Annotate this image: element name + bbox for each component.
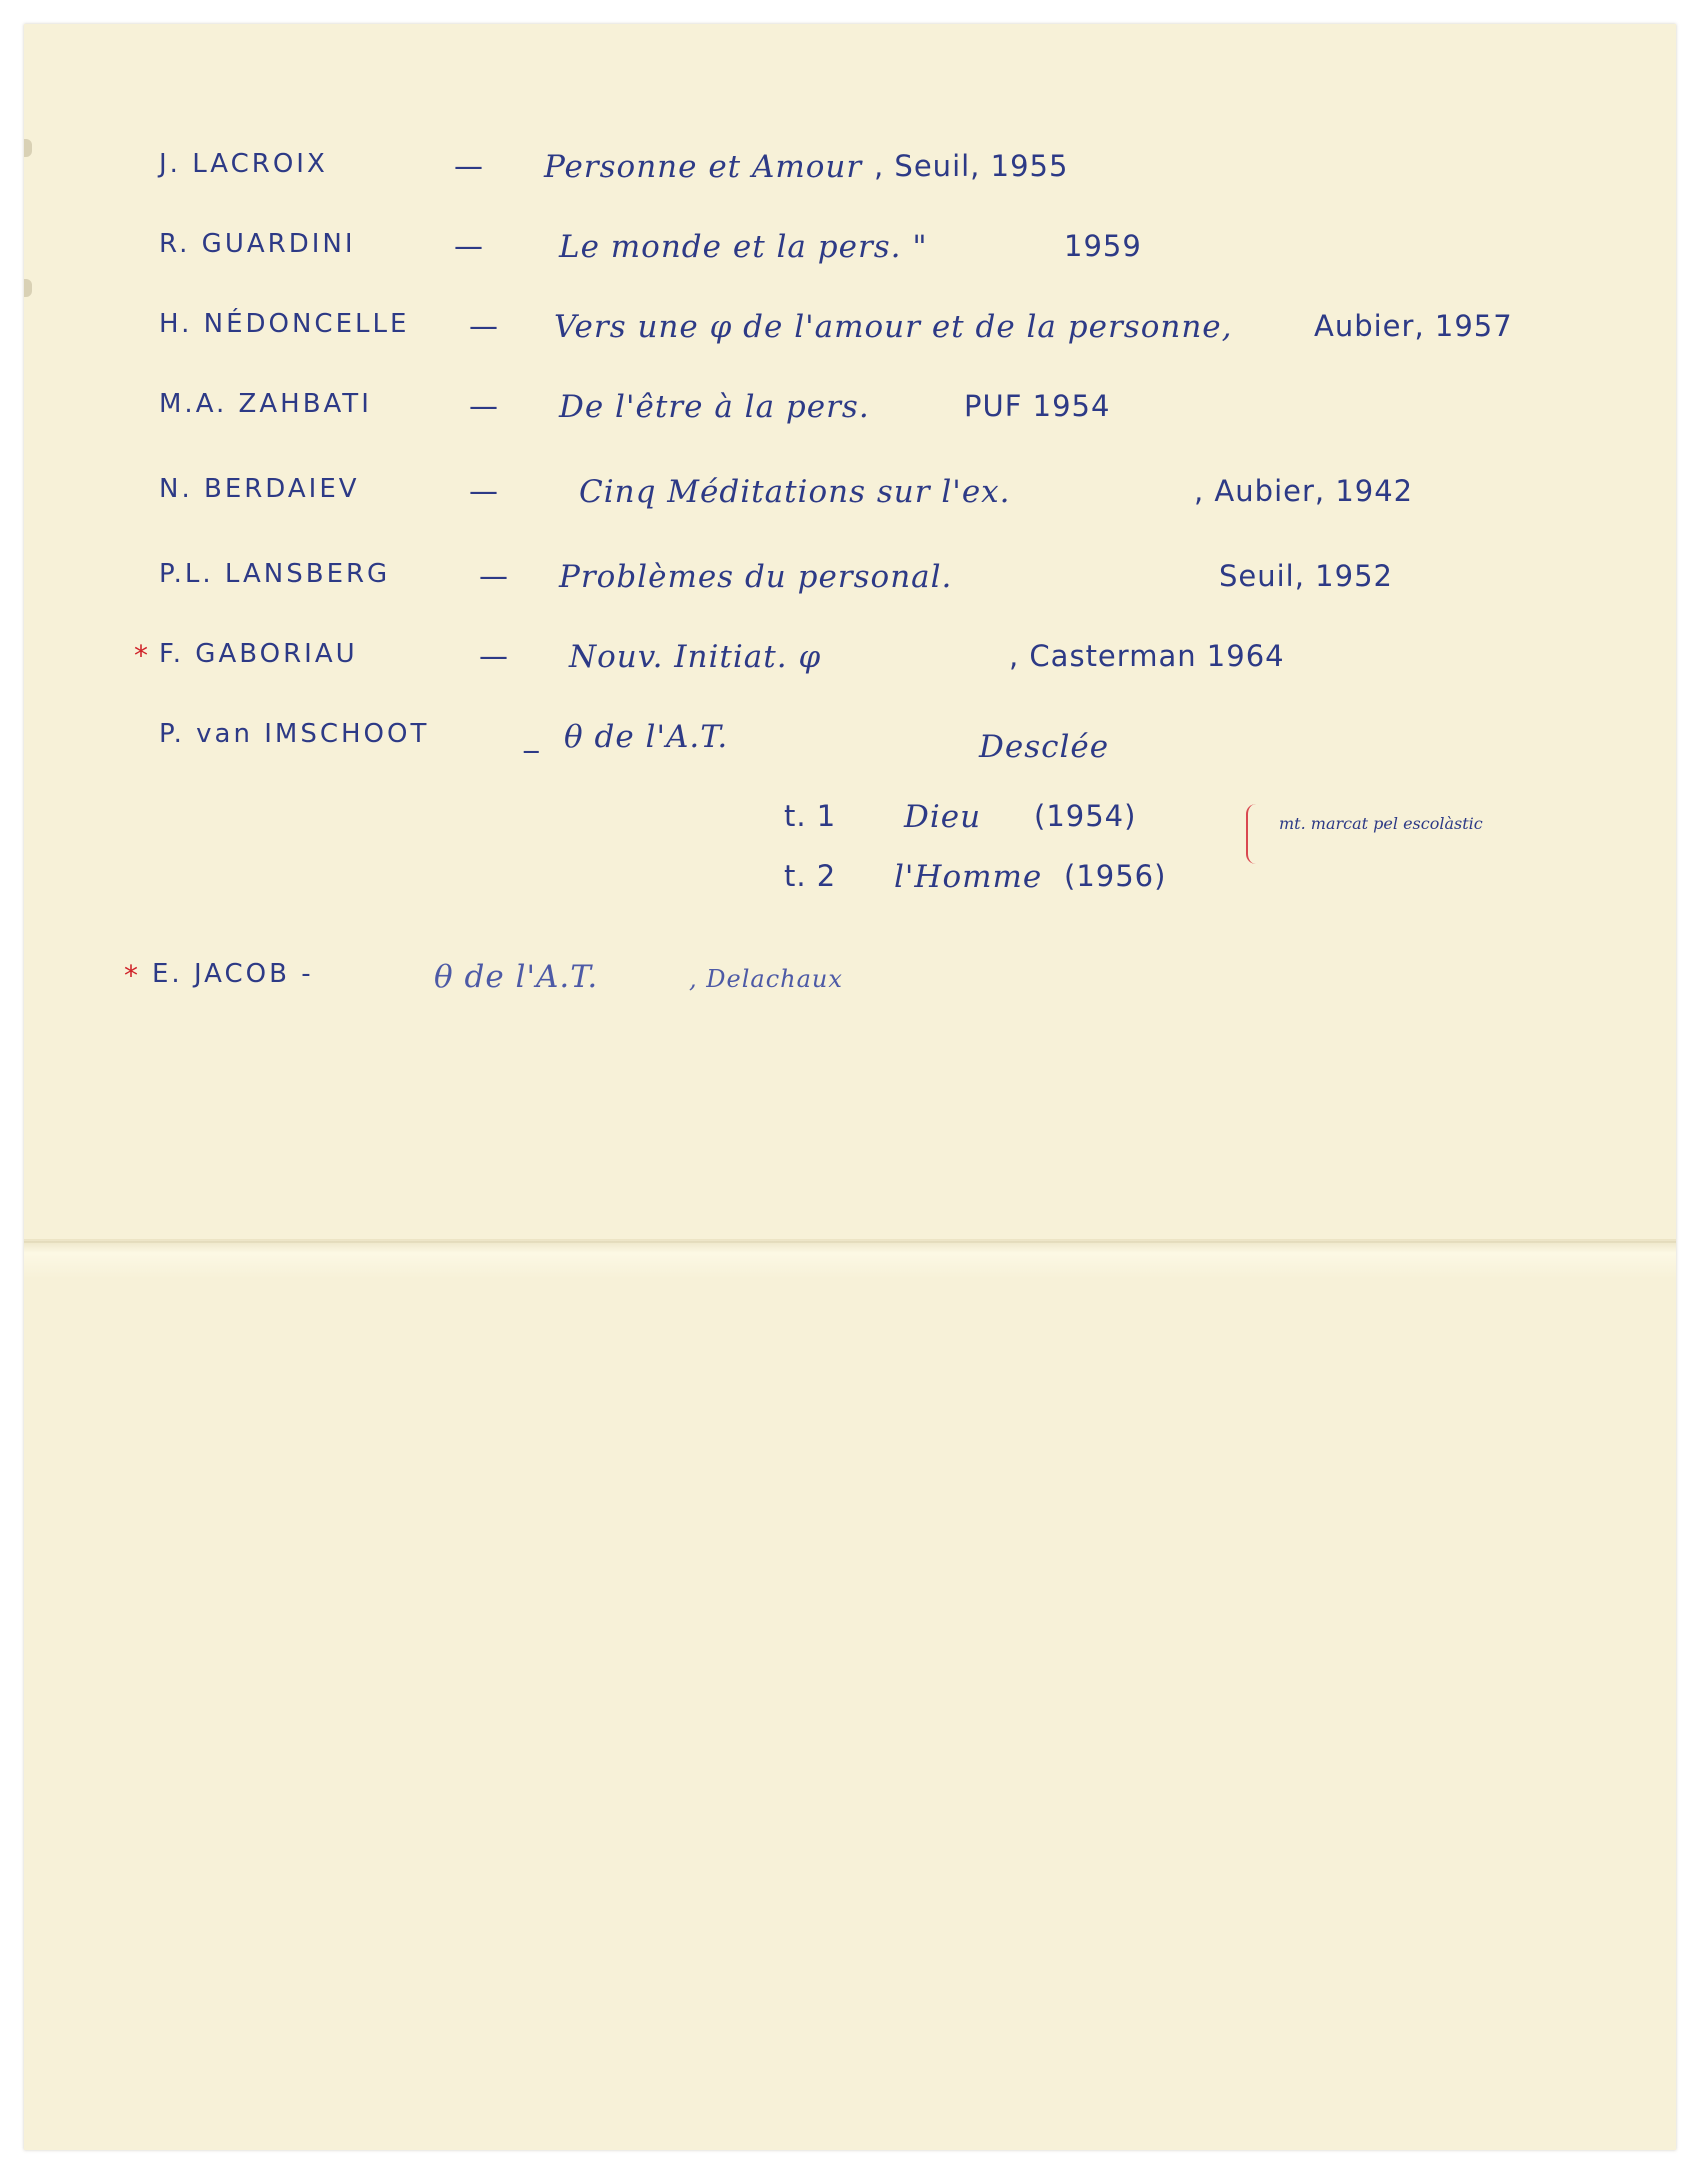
punch-mark <box>24 139 32 157</box>
volume-note: mt. marcat pel escolàstic <box>1279 814 1483 833</box>
author: E. JACOB - <box>152 959 314 989</box>
separator: — <box>454 229 484 263</box>
author: H. NÉDONCELLE <box>159 309 410 339</box>
author: J. LACROIX <box>159 149 328 179</box>
author: R. GUARDINI <box>159 229 356 259</box>
publisher: 1959 <box>1064 229 1142 263</box>
title: Vers une φ de l'amour et de la personne, <box>554 309 1233 345</box>
author: N. BERDAIEV <box>159 474 360 504</box>
separator: — <box>454 149 484 183</box>
title: Personne et Amour <box>544 149 863 185</box>
separator: — <box>479 559 509 593</box>
publisher: , Aubier, 1942 <box>1194 474 1414 508</box>
author: P. van IMSCHOOT <box>159 719 430 749</box>
asterisk-mark: * <box>134 639 149 672</box>
publisher: Aubier, 1957 <box>1314 309 1513 343</box>
publisher: , Seuil, 1955 <box>874 149 1069 183</box>
author: M.A. ZAHBATI <box>159 389 372 419</box>
volume-year: (1956) <box>1064 859 1167 893</box>
volume-title: Dieu <box>904 799 982 835</box>
volume-year: (1954) <box>1034 799 1137 833</box>
volume-title: l'Homme <box>894 859 1043 895</box>
publisher: , Delachaux <box>689 965 843 993</box>
volume-label: t. 2 <box>784 859 837 893</box>
title: Nouv. Initiat. φ <box>569 639 822 675</box>
author: P.L. LANSBERG <box>159 559 391 589</box>
punch-mark <box>24 279 32 297</box>
publisher: Desclée <box>979 729 1110 765</box>
title: De l'être à la pers. <box>559 389 870 425</box>
asterisk-mark: * <box>124 959 139 992</box>
publisher: , Casterman 1964 <box>1009 639 1285 673</box>
separator: — <box>469 389 499 423</box>
separator: — <box>469 474 499 508</box>
volume-label: t. 1 <box>784 799 837 833</box>
paper-sheet <box>24 24 1676 2150</box>
title: θ de l'A.T. <box>434 959 599 995</box>
separator: — <box>469 309 499 343</box>
title: Problèmes du personal. <box>559 559 953 595</box>
fold-shading <box>24 1239 1676 1279</box>
brace-mark <box>1246 804 1262 864</box>
separator: _ <box>524 719 540 753</box>
publisher: PUF 1954 <box>964 389 1111 423</box>
author: F. GABORIAU <box>159 639 358 669</box>
title: Le monde et la pers. " <box>559 229 928 265</box>
separator: — <box>479 639 509 673</box>
publisher: Seuil, 1952 <box>1219 559 1393 593</box>
title: θ de l'A.T. <box>564 719 729 755</box>
title: Cinq Méditations sur l'ex. <box>579 474 1011 510</box>
